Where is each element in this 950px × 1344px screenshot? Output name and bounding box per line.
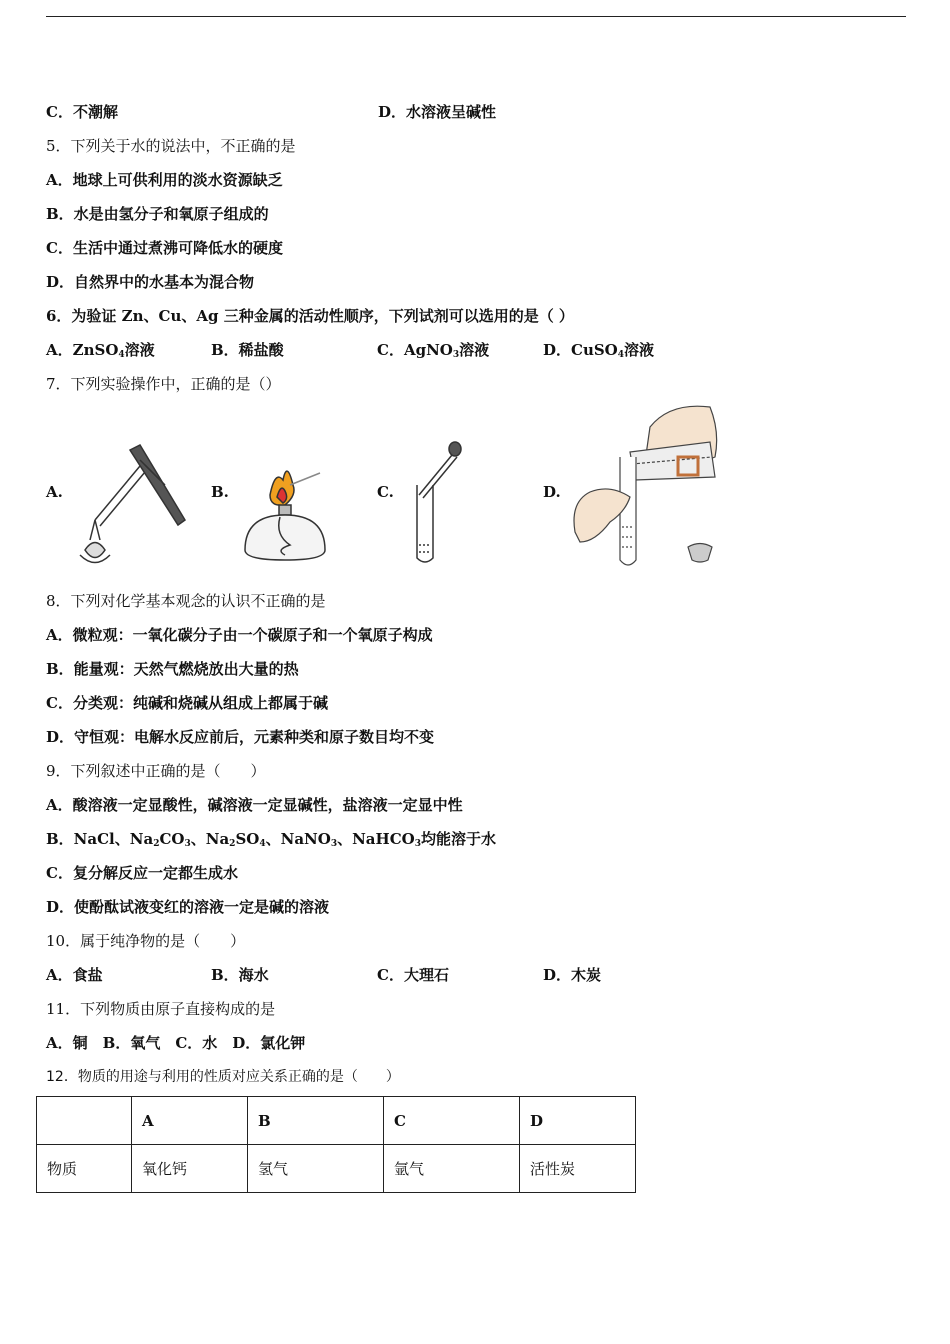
q6-option-d[interactable]: D．CuSO$_4$溶液 [543, 341, 655, 360]
q10-option-b[interactable]: B．海水 [211, 966, 269, 984]
q8-stem: 8．下列对化学基本观念的认识不正确的是 [46, 592, 326, 610]
table-cell: 氢气 [248, 1145, 384, 1193]
q9-stem: 9．下列叙述中正确的是（ ） [46, 762, 266, 780]
q11-options[interactable]: A．铜 B．氧气 C．水 D．氯化钾 [46, 1034, 306, 1052]
table-cell: 活性炭 [520, 1145, 636, 1193]
q10-stem: 10．属于纯净物的是（ ） [46, 932, 246, 950]
q10-option-c[interactable]: C．大理石 [377, 966, 449, 984]
q12-stem: 12．物质的用途与利用的性质对应关系正确的是（ ） [46, 1069, 400, 1085]
table-row [37, 1145, 636, 1193]
table-header-cell [37, 1097, 132, 1145]
q8-option-a[interactable]: A．微粒观：一氧化碳分子由一个碳原子和一个氧原子构成 [46, 626, 433, 644]
q11-stem: 11．下列物质由原子直接构成的是 [46, 1000, 276, 1018]
q10-option-a[interactable]: A．食盐 [46, 966, 103, 984]
q7-figure-a-heating-tube [70, 440, 195, 570]
table-header-row [37, 1097, 636, 1145]
q5-option-a[interactable]: A．地球上可供利用的淡水资源缺乏 [46, 171, 283, 189]
q7-label-d[interactable]: D. [543, 483, 561, 501]
header-rule [46, 16, 906, 17]
table-cell: 物质 [37, 1145, 132, 1193]
q9-option-a[interactable]: A．酸溶液一定显酸性，碱溶液一定显碱性，盐溶液一定显中性 [46, 796, 463, 814]
table-header-cell: B [248, 1097, 384, 1145]
q7-figure-b-alcohol-lamp [235, 455, 335, 565]
q7-label-b[interactable]: B. [211, 483, 229, 501]
q5-option-c[interactable]: C．生活中通过煮沸可降低水的硬度 [46, 239, 283, 257]
q6-option-b[interactable]: B．稀盐酸 [211, 341, 284, 359]
q7-label-c[interactable]: C. [377, 483, 394, 501]
q6-option-c[interactable]: C．AgNO$_3$溶液 [377, 341, 490, 360]
q8-option-c[interactable]: C．分类观：纯碱和烧碱从组成上都属于碱 [46, 694, 328, 712]
q7-label-a[interactable]: A. [46, 483, 63, 501]
table-cell: 氩气 [384, 1145, 520, 1193]
q6-stem: 6．为验证 Zn、Cu、Ag 三种金属的活动性顺序，下列试剂可以选用的是（ ） [46, 307, 574, 325]
q6-option-a[interactable]: A．ZnSO$_4$溶液 [46, 341, 155, 360]
table-header-cell: D [520, 1097, 636, 1145]
q4-option-c[interactable]: C．不潮解 [46, 103, 118, 121]
q4-option-d[interactable]: D．水溶液呈碱性 [378, 103, 497, 121]
table-header-cell: A [132, 1097, 248, 1145]
table-header-cell: C [384, 1097, 520, 1145]
q8-option-d[interactable]: D．守恒观：电解水反应前后，元素种类和原子数目均不变 [46, 728, 435, 746]
q7-stem: 7．下列实验操作中，正确的是（） [46, 375, 281, 393]
q10-option-d[interactable]: D．木炭 [543, 966, 602, 984]
q5-option-b[interactable]: B．水是由氢分子和氧原子组成的 [46, 205, 269, 223]
q9-option-d[interactable]: D．使酚酞试液变红的溶液一定是碱的溶液 [46, 898, 330, 916]
q8-option-b[interactable]: B．能量观：天然气燃烧放出大量的热 [46, 660, 299, 678]
q7-figure-c-dropper [405, 440, 465, 570]
table-cell: 氧化钙 [132, 1145, 248, 1193]
q9-option-c[interactable]: C．复分解反应一定都生成水 [46, 864, 238, 882]
q5-stem: 5．下列关于水的说法中，不正确的是 [46, 137, 296, 155]
q7-figure-d-pouring [570, 402, 725, 570]
q5-option-d[interactable]: D．自然界中的水基本为混合物 [46, 273, 255, 291]
q12-table [36, 1096, 636, 1193]
q9-option-b[interactable]: B．NaCl、$Na_2CO_3$、$Na_2SO_4$、NaNO$_3$、NaHCO$_3$均能溶于水 [46, 830, 496, 849]
